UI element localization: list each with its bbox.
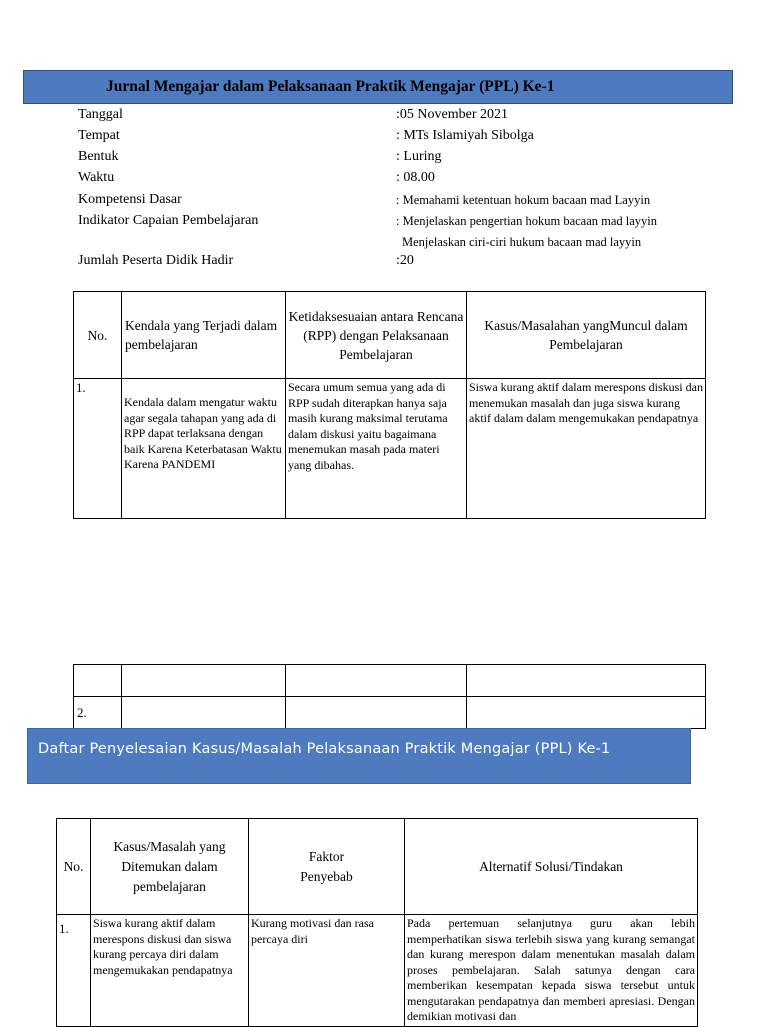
cell-empty <box>286 697 467 729</box>
header-no: No. <box>57 819 91 915</box>
cell-faktor: Kurang motivasi dan rasa percaya diri <box>251 916 374 946</box>
header-solusi: Alternatif Solusi/Tindakan <box>405 819 698 915</box>
info-label: Indikator Capaian Pembelajaran <box>78 213 259 228</box>
info-value: : Menjelaskan pengertian hokum bacaan mad layyin <box>396 214 658 228</box>
header-ketidaksesuaian: Ketidaksesuaian antara Rencana (RPP) dengan Pelaksanaan Pembelajaran <box>286 292 467 379</box>
cell-no: 1. <box>76 380 86 395</box>
cell-kendala: Kendala dalam mengatur waktu agar segala tahapan yang ada di RPP dapat terlaksana dengan baik Karena Keterbatasan Waktu Karena PANDEMI <box>124 395 282 471</box>
kendala-table <box>73 291 706 519</box>
info-value: : Luring <box>396 149 442 164</box>
header-kendala: Kendala yang Terjadi dalam pembelajaran <box>122 292 286 379</box>
table-header-row <box>74 292 706 379</box>
table-header-row <box>57 819 698 915</box>
info-label: Tanggal <box>78 107 123 122</box>
info-value: :05 November 2021 <box>396 107 508 122</box>
info-value: : 08.00 <box>396 170 435 185</box>
cell-no: 1. <box>59 921 69 936</box>
header-kasus: Kasus/Masalahan yangMuncul dalam Pembelajaran <box>467 292 706 379</box>
penyelesaian-table <box>56 818 698 1027</box>
cell-empty <box>286 665 467 697</box>
table-row <box>74 379 706 519</box>
table-row <box>74 697 706 729</box>
info-label: Kompetensi Dasar <box>78 192 182 207</box>
cell-no: 2. <box>74 697 122 729</box>
cell-kasus: Siswa kurang aktif dalam merespons diskusi dan menemukan masalah dan juga siswa kurang aktif dalam dalam mengemukakan pendapatnya <box>469 380 703 425</box>
section-title: Daftar Penyelesaian Kasus/Masalah Pelaksanaan Praktik Mengajar (PPL) Ke-1 <box>38 741 611 757</box>
section-title-banner <box>27 728 691 784</box>
cell-no <box>74 665 122 697</box>
info-value: :20 <box>396 253 414 268</box>
cell-solusi: Pada pertemuan selanjutnya guru akan lebih memperhatikan siswa terlebih siswa yang kurang semangat dan kurang merespon dalam menentukan masalah dalam proses pembelajaran. Salah satunya dengan cara memberikan kesempatan kepada siswa tersebut untuk mengutarakan pendapatnya dan memberi apresiasi. Dengan demikian motivasi dan <box>407 916 695 1023</box>
info-label: Waktu <box>78 170 115 185</box>
info-value: : MTs Islamiyah Sibolga <box>396 128 534 143</box>
header-kasus: Kasus/Masalah yang Ditemukan dalam pembelajaran <box>91 819 249 915</box>
info-label: Jumlah Peserta Didik Hadir <box>78 253 234 268</box>
table-row <box>57 915 698 1027</box>
table-row <box>74 665 706 697</box>
info-value: : Memahami ketentuan hokum bacaan mad Layyin <box>396 193 651 207</box>
info-label: Tempat <box>78 128 120 143</box>
cell-empty <box>122 697 286 729</box>
kendala-table-continued <box>73 664 706 729</box>
cell-ketidaksesuaian: Secara umum semua yang ada di RPP sudah diterapkan hanya saja masih kurang maksimal terutama dalam diskusi yaitu bagaimana menemukan masah pada materi yang dibahas. <box>288 380 448 472</box>
cell-empty <box>122 665 286 697</box>
header-faktor: Faktor Penyebab <box>249 819 405 915</box>
cell-empty <box>467 697 706 729</box>
cell-empty <box>467 665 706 697</box>
journal-title: Jurnal Mengajar dalam Pelaksanaan Praktik Mengajar (PPL) Ke-1 <box>106 78 555 95</box>
info-value: Menjelaskan ciri-ciri hukum bacaan mad layyin <box>402 235 642 249</box>
header-no: No. <box>74 292 122 379</box>
cell-kasus: Siswa kurang aktif dalam merespons diskusi dan siswa kurang percaya diri dalam mengemukakan pendapatnya <box>93 916 233 977</box>
journal-title-banner <box>23 70 733 104</box>
info-label: Bentuk <box>78 149 119 164</box>
